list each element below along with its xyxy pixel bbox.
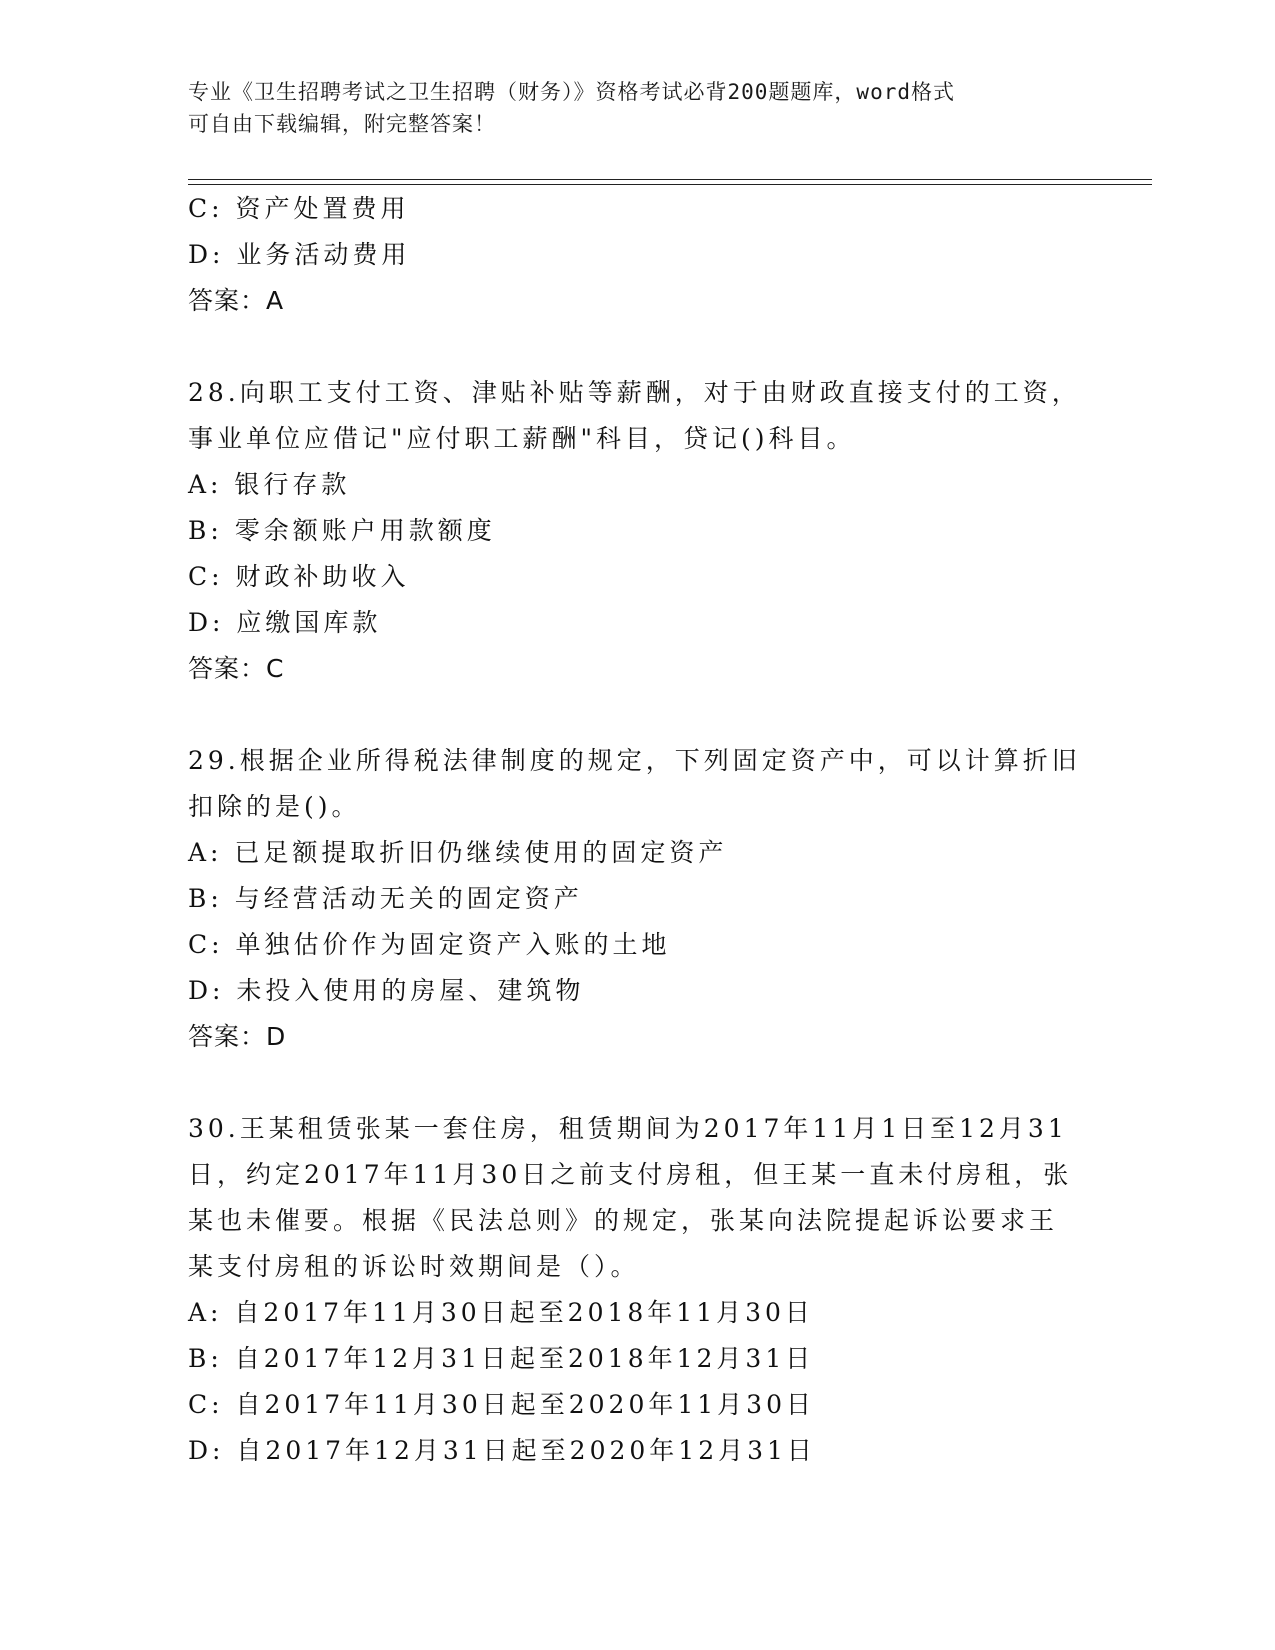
header-divider-bottom	[188, 184, 1152, 185]
answer: 答案：D	[188, 1022, 287, 1051]
question-stem-line: 日，约定2017年11月30日之前支付房租，但王某一直未付房租，张	[188, 1160, 1073, 1189]
option-b: B: 与经营活动无关的固定资产	[188, 884, 583, 913]
question-content	[188, 186, 1088, 1474]
spacer	[188, 324, 1088, 370]
question-28	[188, 370, 1088, 692]
option-d: D: 未投入使用的房屋、建筑物	[188, 976, 585, 1005]
option-b: B: 自2017年12月31日起至2018年12月31日	[188, 1344, 815, 1373]
question-stem-line: 30.王某租赁张某一套住房，租赁期间为2017年11月1日至12月31	[188, 1114, 1068, 1143]
option-b: B: 零余额账户用款额度	[188, 516, 496, 545]
option-a: A: 自2017年11月30日起至2018年11月30日	[188, 1298, 814, 1327]
question-stem-line: 29.根据企业所得税法律制度的规定，下列固定资产中，可以计算折旧	[188, 746, 1081, 775]
header-title-line-1: 专业《卫生招聘考试之卫生招聘（财务）》资格考试必背200题题库，word格式	[188, 80, 955, 104]
answer: 答案：A	[188, 286, 285, 315]
question-stem-line: 某也未催要。根据《民法总则》的规定，张某向法院提起诉讼要求王	[188, 1206, 1059, 1235]
spacer	[188, 1060, 1088, 1106]
question-stem-line: 某支付房租的诉讼时效期间是（）。	[188, 1252, 640, 1281]
option-d: D: 业务活动费用	[188, 240, 411, 269]
option-c: C: 自2017年11月30日起至2020年11月30日	[188, 1390, 815, 1419]
option-c: C: 财政补助收入	[188, 562, 410, 591]
option-c: C: 资产处置费用	[188, 194, 410, 223]
question-29	[188, 738, 1088, 1060]
header-divider-top	[188, 179, 1152, 180]
answer: 答案：C	[188, 654, 285, 683]
question-30	[188, 1106, 1088, 1474]
previous-question	[188, 186, 1088, 324]
option-a: A: 已足额提取折旧仍继续使用的固定资产	[188, 838, 728, 867]
option-d: D: 应缴国库款	[188, 608, 382, 637]
document-header	[188, 76, 1088, 140]
option-d: D: 自2017年12月31日起至2020年12月31日	[188, 1436, 816, 1465]
option-a: A: 银行存款	[188, 470, 351, 499]
question-stem-line: 28.向职工支付工资、津贴补贴等薪酬，对于由财政直接支付的工资，	[188, 378, 1081, 407]
spacer	[188, 692, 1088, 738]
header-title-line-2: 可自由下载编辑，附完整答案！	[188, 112, 496, 136]
option-c: C: 单独估价作为固定资产入账的土地	[188, 930, 671, 959]
question-stem-line: 事业单位应借记"应付职工薪酬"科目，贷记()科目。	[188, 424, 856, 453]
question-stem-line: 扣除的是()。	[188, 792, 361, 821]
